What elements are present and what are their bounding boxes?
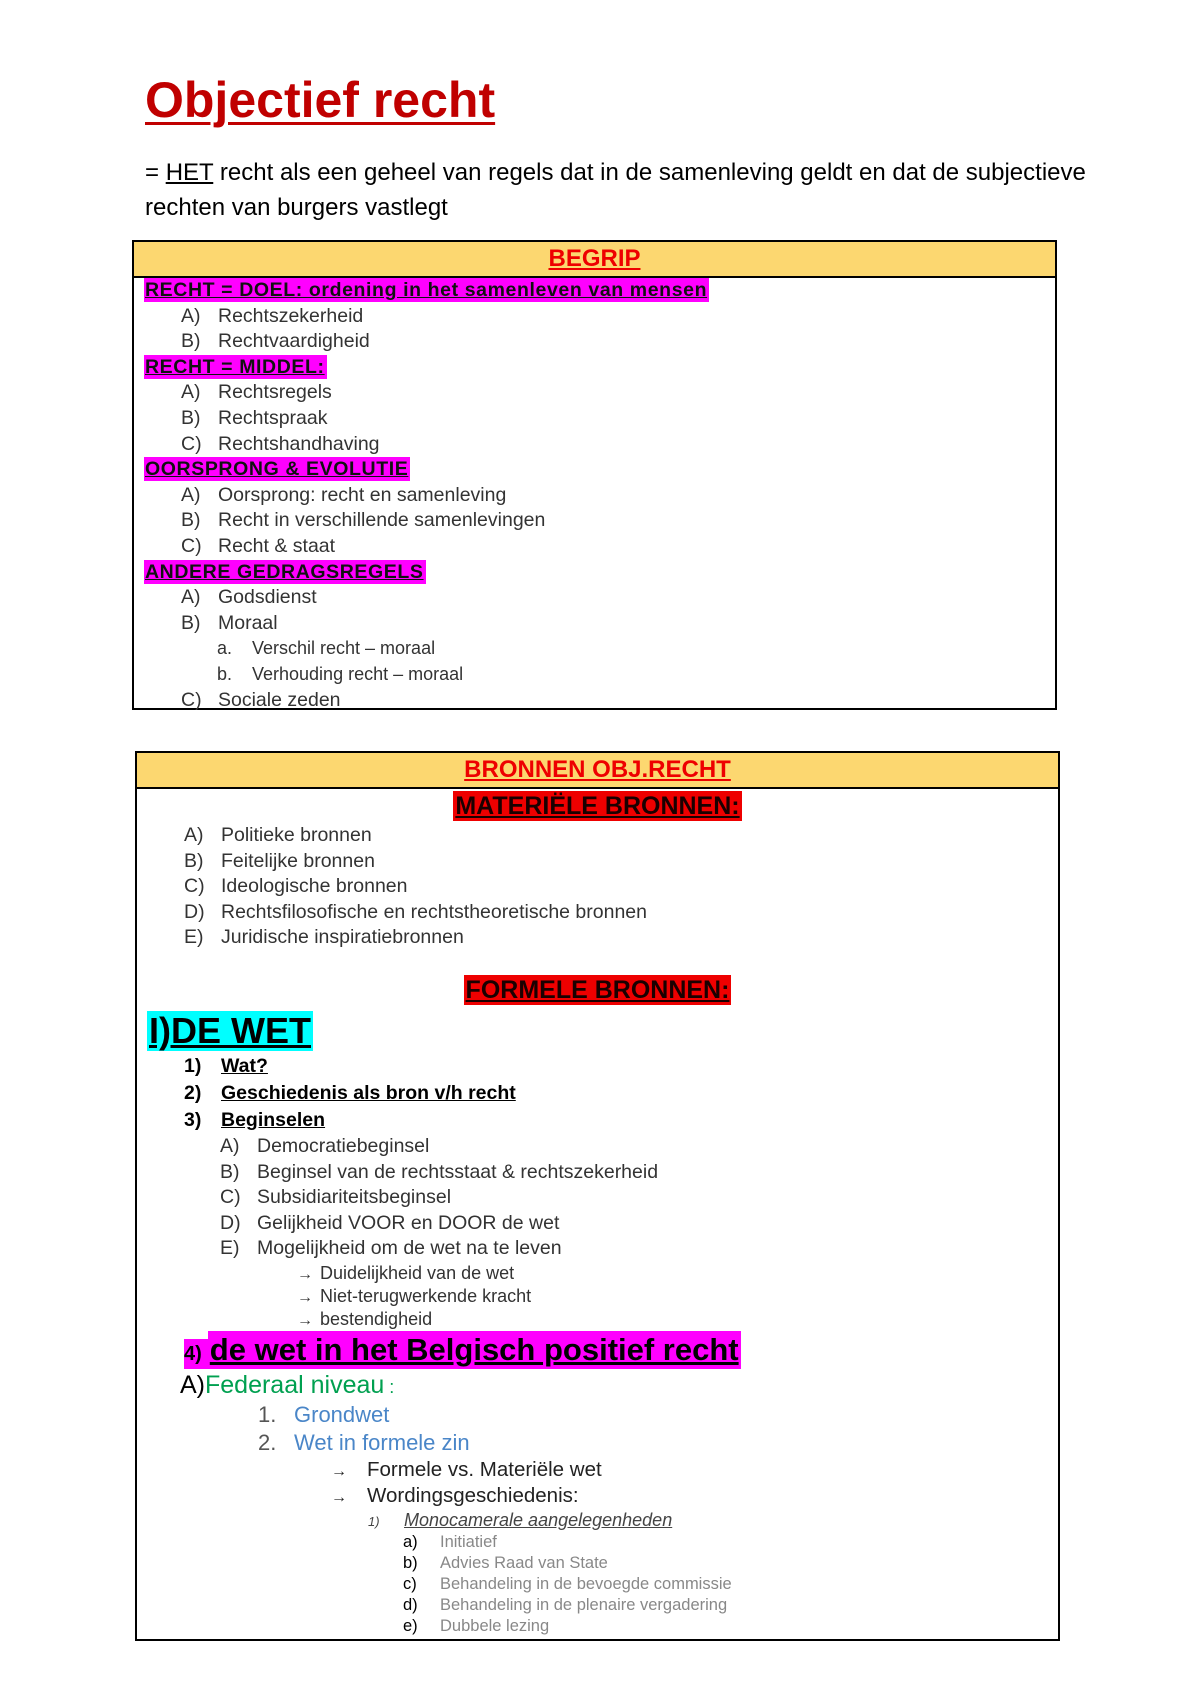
list-marker: b) — [403, 1553, 418, 1572]
list-item-text: Rechtshandhaving — [218, 432, 380, 455]
federaal-item — [137, 1401, 1058, 1429]
begrip-line — [144, 380, 1055, 406]
list-item-text: Verschil recht – moraal — [252, 638, 436, 659]
list-marker: A) — [181, 483, 201, 506]
begrip-line — [144, 560, 1055, 586]
list-marker: 1. — [258, 1401, 277, 1427]
begrip-header: BEGRIP — [134, 242, 1055, 278]
list-item-text: Verhouding recht – moraal — [252, 663, 464, 684]
begrip-line — [144, 278, 1055, 304]
list-marker: a) — [403, 1532, 418, 1551]
list-marker: A) — [220, 1134, 240, 1157]
list-item-text: Rechtvaardigheid — [218, 330, 370, 353]
list-marker: A) — [181, 381, 201, 404]
list-item-text: Beginsel van de rechtsstaat & rechtszekerheid — [257, 1160, 659, 1183]
begrip-subheading: RECHT = DOEL: ordening in het samenleven van mensen — [145, 279, 708, 301]
beginsel-item — [147, 1236, 1058, 1262]
list-marker: d) — [403, 1595, 418, 1614]
federaal-row — [137, 1369, 1058, 1401]
begrip-line — [144, 662, 1055, 688]
list-marker: C) — [181, 432, 202, 455]
dewet-row — [137, 1011, 1058, 1053]
list-marker: c) — [403, 1574, 417, 1593]
federaal-arrow-item — [137, 1483, 1058, 1509]
mono-item — [137, 1532, 1058, 1553]
list-item-text: Rechtsregels — [218, 381, 332, 404]
beginsel-item — [147, 1211, 1058, 1237]
item4-text: de wet in het Belgisch positief recht — [209, 1331, 739, 1367]
list-item-text: Subsidiariteitsbeginsel — [257, 1186, 452, 1209]
arrow-icon: → — [297, 1265, 313, 1283]
list-marker: b. — [217, 663, 233, 684]
list-marker: A) — [184, 824, 204, 846]
mono-marker: 1) — [368, 1513, 380, 1529]
list-item-text: Ideologische bronnen — [221, 875, 408, 898]
list-item-text: Niet-terugwerkende kracht — [320, 1285, 532, 1306]
list-marker: B) — [181, 611, 201, 634]
beginsel-item — [147, 1134, 1058, 1160]
list-item-text: Democratiebeginsel — [257, 1134, 430, 1157]
list-item-text: Gelijkheid VOOR en DOOR de wet — [257, 1211, 560, 1234]
begrip-line — [144, 406, 1055, 432]
list-item-text: Feitelijke bronnen — [221, 849, 375, 872]
begrip-line — [144, 585, 1055, 611]
materiele-heading: MATERIËLE BRONNEN: — [455, 792, 740, 820]
list-marker: B) — [220, 1160, 240, 1183]
materiele-item — [147, 900, 1058, 926]
arrow-icon: → — [297, 1288, 313, 1306]
list-item-text: Behandeling in de plenaire vergadering — [440, 1595, 728, 1614]
mono-item — [137, 1553, 1058, 1574]
begrip-subheading: ANDERE GEDRAGSREGELS — [145, 560, 424, 583]
begrip-line — [144, 432, 1055, 458]
page-title: Objectief recht — [145, 72, 496, 128]
list-marker: e) — [403, 1616, 418, 1635]
list-marker: E) — [184, 926, 204, 949]
list-marker: 2. — [258, 1429, 277, 1455]
dewet-heading: I)DE WET — [149, 1009, 311, 1051]
list-marker: B) — [184, 849, 204, 872]
list-marker: A) — [181, 304, 201, 327]
list-item-text: Moraal — [218, 611, 278, 634]
begrip-line — [144, 457, 1055, 483]
list-marker: 2) — [184, 1081, 202, 1104]
list-item-text: Duidelijkheid van de wet — [320, 1262, 515, 1283]
materiele-heading-row — [137, 791, 1058, 821]
item4-row — [147, 1331, 1058, 1369]
list-item-text: Dubbele lezing — [440, 1616, 550, 1635]
numbered-item — [147, 1053, 1058, 1080]
begrip-line — [144, 483, 1055, 509]
definition-het: HET — [165, 159, 214, 186]
list-marker: E) — [220, 1237, 240, 1260]
definition-prefix: = — [145, 159, 166, 186]
list-item-text: Mogelijkheid om de wet na te leven — [257, 1237, 562, 1260]
item4-marker: 4) — [184, 1339, 208, 1369]
formele-heading-row — [137, 975, 1058, 1005]
list-item-text: Godsdienst — [218, 586, 317, 609]
list-item-text: Wordingsgeschiedenis: — [367, 1483, 579, 1507]
federaal-item — [137, 1429, 1058, 1457]
begrip-line — [144, 329, 1055, 355]
begrip-table — [132, 240, 1057, 710]
begrip-list — [134, 278, 1055, 713]
list-item-text: Behandeling in de bevoegde commissie — [440, 1574, 732, 1593]
list-marker: C) — [181, 534, 202, 557]
arrow-item — [147, 1308, 1058, 1331]
list-item-text: Recht in verschillende samenlevingen — [218, 509, 546, 532]
mono-text: Monocamerale aangelegenheden — [404, 1509, 673, 1530]
materiele-item — [147, 849, 1058, 875]
list-item-text: Recht & staat — [218, 534, 336, 557]
list-item-text: Oorsprong: recht en samenleving — [218, 483, 507, 506]
list-marker: C) — [220, 1186, 241, 1209]
begrip-subheading: OORSPRONG & EVOLUTIE — [145, 458, 409, 481]
arrow-icon: → — [331, 1462, 347, 1480]
federaal-arrow-item — [137, 1457, 1058, 1483]
begrip-line — [144, 508, 1055, 534]
beginsel-item — [147, 1160, 1058, 1186]
list-item-text: Wat? — [221, 1054, 268, 1077]
beginsel-item — [147, 1185, 1058, 1211]
federaal-text: Federaal niveau — [205, 1370, 385, 1399]
begrip-line — [144, 304, 1055, 330]
list-item-text: Rechtszekerheid — [218, 304, 364, 327]
list-marker: A) — [181, 586, 201, 609]
definition-text: recht als een geheel van regels dat in de samenleving geldt en dat de subjectieve rechten van burgers vastlegt — [145, 159, 1086, 221]
materiele-item — [147, 874, 1058, 900]
begrip-subheading: RECHT = MIDDEL: — [145, 355, 325, 378]
begrip-line — [144, 611, 1055, 637]
federaal-arrows — [137, 1457, 1058, 1509]
list-marker: B) — [181, 406, 201, 429]
list-marker: 3) — [184, 1108, 202, 1131]
mono-row — [137, 1509, 1058, 1532]
federaal-items — [137, 1401, 1058, 1457]
arrow-item — [147, 1285, 1058, 1308]
bronnen-header: BRONNEN OBJ.RECHT — [137, 753, 1058, 789]
begrip-line — [144, 534, 1055, 560]
list-item-text: Formele vs. Materiële wet — [367, 1457, 602, 1481]
arrow-icon: → — [297, 1311, 313, 1329]
list-item-text: Beginselen — [221, 1108, 326, 1131]
list-item-text: Wet in formele zin — [294, 1429, 470, 1455]
list-marker: 1) — [184, 1054, 202, 1077]
list-item-text: Advies Raad van State — [440, 1553, 608, 1572]
materiele-item — [147, 925, 1058, 951]
list-item-text: Politieke bronnen — [221, 824, 372, 846]
list-marker: C) — [184, 875, 205, 898]
begrip-line — [144, 355, 1055, 381]
mono-item — [137, 1616, 1058, 1637]
arrow-item — [147, 1262, 1058, 1285]
mono-items — [137, 1532, 1058, 1637]
list-item-text: Rechtsfilosofische en rechtstheoretische bronnen — [221, 900, 647, 923]
begrip-line — [144, 636, 1055, 662]
begrip-line — [144, 688, 1055, 714]
list-item-text: Rechtspraak — [218, 406, 328, 429]
arrows-list — [137, 1262, 1058, 1331]
mono-item — [137, 1595, 1058, 1616]
list-item-text: Juridische inspiratiebronnen — [221, 926, 464, 949]
bronnen-table — [135, 751, 1060, 1641]
federaal-marker: A) — [180, 1370, 205, 1399]
list-marker: a. — [217, 638, 233, 659]
list-item-text: Initiatief — [440, 1532, 497, 1551]
numbered-list — [137, 1053, 1058, 1134]
list-marker: D) — [184, 900, 205, 923]
formele-heading: FORMELE BRONNEN: — [465, 975, 730, 1004]
materiele-item — [147, 823, 1058, 849]
list-marker: C) — [181, 688, 202, 711]
mono-item — [137, 1574, 1058, 1595]
list-marker: B) — [181, 509, 201, 532]
list-item-text: bestendigheid — [320, 1308, 433, 1329]
list-item-text: Grondwet — [294, 1401, 390, 1427]
list-marker: D) — [220, 1211, 241, 1234]
list-item-text: Sociale zeden — [218, 688, 341, 711]
beginselen-list — [137, 1134, 1058, 1262]
list-marker: B) — [181, 330, 201, 353]
numbered-item — [147, 1107, 1058, 1134]
numbered-item — [147, 1080, 1058, 1107]
list-item-text: Geschiedenis als bron v/h recht — [221, 1081, 516, 1104]
federaal-suffix: : — [384, 1376, 395, 1397]
arrow-icon: → — [331, 1488, 347, 1506]
definition-paragraph — [145, 155, 1095, 225]
materiele-list — [137, 823, 1058, 951]
